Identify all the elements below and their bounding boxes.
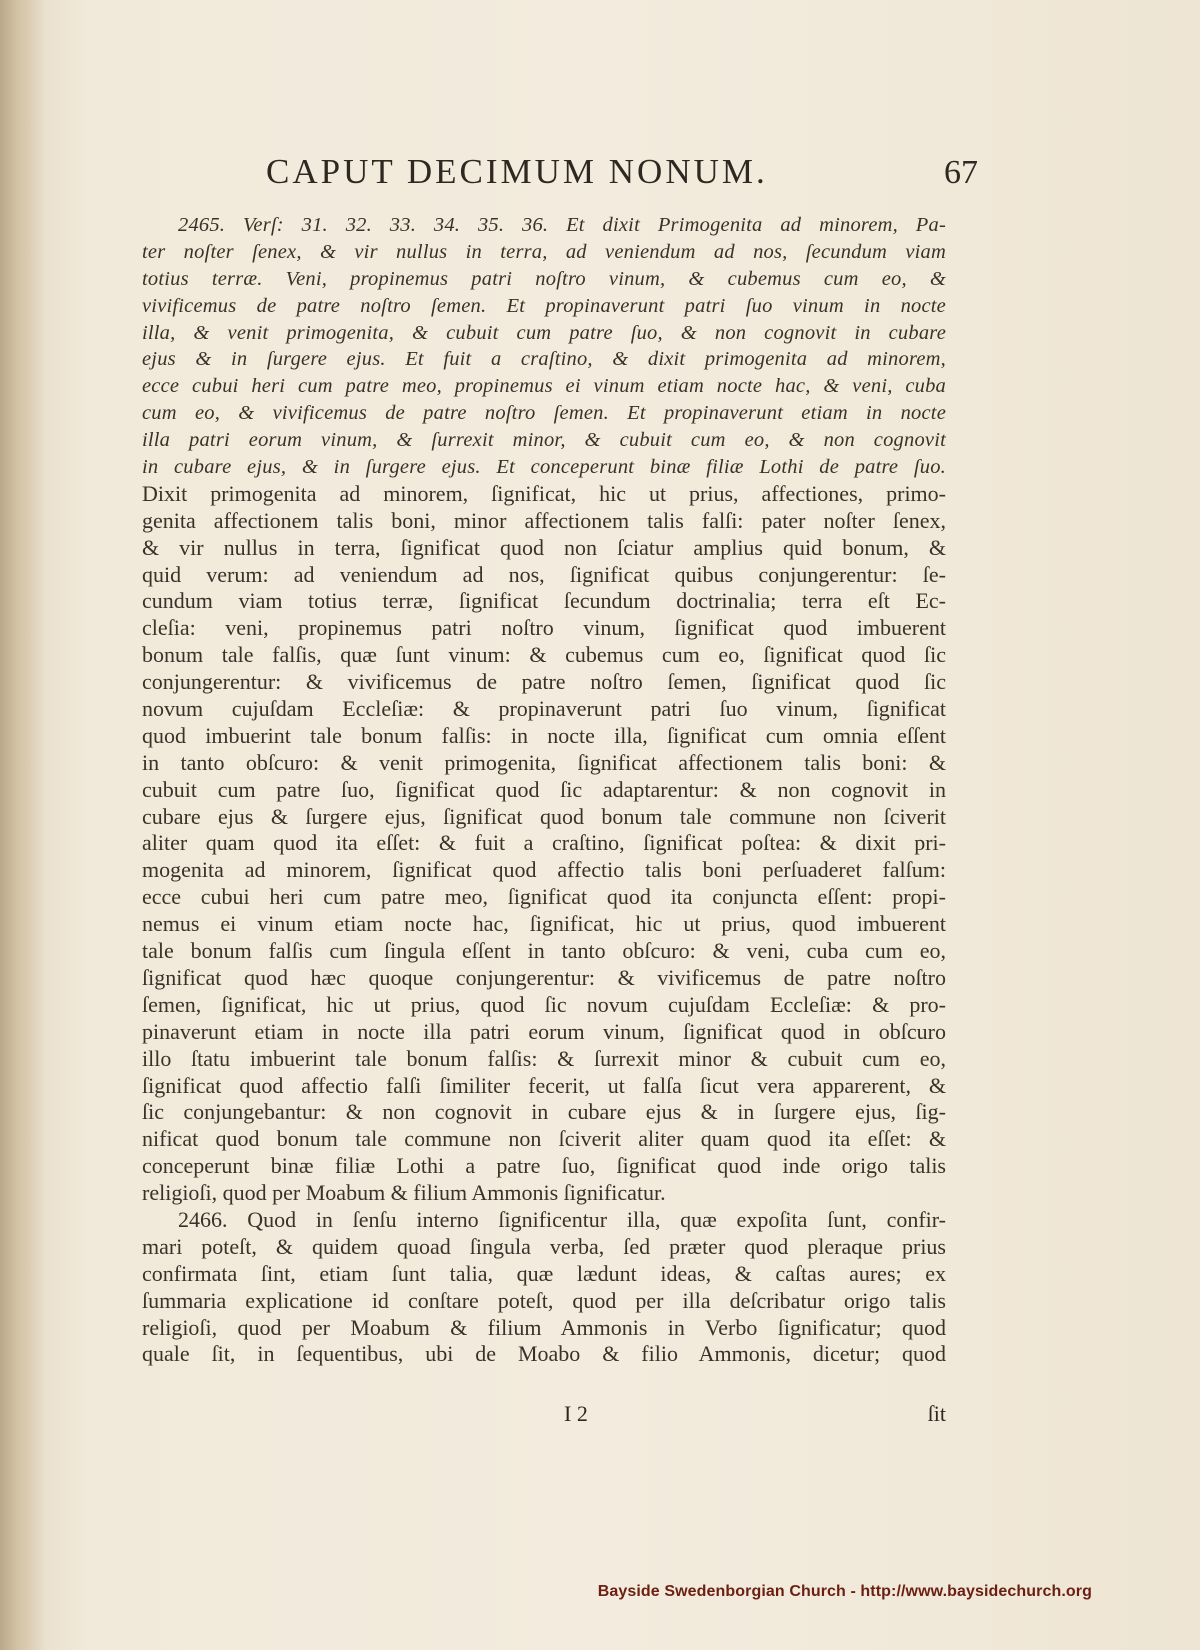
- text-line: confirmata ſint, etiam ſunt talia, quæ lædunt ideas, & caſtas aures; ex: [142, 1260, 946, 1286]
- text-line: ecce cubui heri cum patre meo, propinemus ei vinum etiam nocte hac, & veni, cuba: [142, 375, 946, 398]
- text-line: cubuit cum patre ſuo, ſignificat quod ſic adaptarentur: & non cognovit in: [142, 776, 946, 802]
- text-line: ſignificat quod affectio falſi ſimiliter fecerit, ut falſa ſicut vera apparerent, &: [142, 1072, 946, 1098]
- text-line: Dixit primogenita ad minorem, ſignificat, hic ut prius, affectiones, primo-: [142, 480, 946, 506]
- text-line: nificat quod bonum tale commune non ſciverit aliter quam quod ita eſſet: &: [142, 1126, 946, 1152]
- text-line: ſemen, ſignificat, hic ut prius, quod ſic novum cujuſdam Eccleſiæ: & pro-: [142, 991, 946, 1017]
- text-line: religioſi, quod per Moabum & filium Ammonis ſignificatur.: [142, 1180, 666, 1206]
- text-line: cum eo, & vivificemus de patre noſtro ſemen. Et propinaverunt etiam in nocte: [142, 402, 946, 425]
- text-line: nemus ei vinum etiam nocte hac, ſignificat, hic ut prius, quod imbuerent: [142, 911, 946, 937]
- text-line: illo ſtatu imbuerint tale bonum falſis: & ſurrexit minor & cubuit cum eo,: [142, 1045, 946, 1071]
- text-line: ſignificat quod hæc quoque conjungerentur: & vivificemus de patre noſtro: [142, 964, 946, 990]
- text-line: genita affectionem talis boni, minor affectionem talis falſi: pater noſter ſenex,: [142, 507, 946, 533]
- text-line: ecce cubui heri cum patre meo, ſignificat quod ita conjuncta eſſent: propi-: [142, 884, 946, 910]
- text-line: illa, & venit primogenita, & cubuit cum patre ſuo, & non cognovit in cubare: [142, 321, 946, 344]
- text-line: religioſi, quod per Moabum & filium Ammonis in Verbo ſignificatur; quod: [142, 1314, 946, 1340]
- paragraph-2466: [142, 1207, 946, 1368]
- text-line: 2465. Verſ: 31. 32. 33. 34. 35. 36. Et dixit Primogenita ad minorem, Pa-: [178, 214, 946, 236]
- text-line: in tanto obſcuro: & venit primogenita, ſignificat affectionem talis boni: &: [142, 749, 946, 775]
- text-line: vivificemus de patre noſtro ſemen. Et propinaverunt patri ſuo vinum in nocte: [142, 294, 946, 317]
- italic-verse-block: [142, 212, 946, 481]
- text-line: mari poteſt, & quidem quoad ſingula verba, ſed præter quod pleraque prius: [142, 1233, 946, 1259]
- text-line: bonum tale falſis, quæ ſunt vinum: & cubemus cum eo, ſignificat quod ſic: [142, 642, 946, 668]
- source-watermark: Bayside Swedenborgian Church - http://www.baysidechurch.org: [597, 1583, 1092, 1600]
- text-line: novum cujuſdam Eccleſiæ: & propinaverunt patri ſuo vinum, ſignificat: [142, 696, 946, 722]
- page-gutter-shadow: [0, 0, 46, 1650]
- text-line: quid verum: ad veniendum ad nos, ſignificat quibus conjungerentur: ſe-: [142, 561, 946, 587]
- text-line: conceperunt binæ filiæ Lothi a patre ſuo, ſignificat quod inde origo talis: [142, 1153, 946, 1179]
- text-line: tale bonum falſis cum ſingula eſſent in tanto obſcuro: & veni, cuba cum eo,: [142, 938, 946, 964]
- catchword: ſit: [927, 1401, 946, 1426]
- text-line: ejus & in ſurgere ejus. Et fuit a craſtino, & dixit primogenita ad minorem,: [142, 348, 946, 371]
- text-line: quale ſit, in ſequentibus, ubi de Moabo & filio Ammonis, dicetur; quod: [142, 1341, 946, 1367]
- text-block: [142, 212, 946, 1368]
- text-line: cubare ejus & ſurgere ejus, ſignificat quod bonum tale commune non ſciverit: [142, 803, 946, 829]
- text-line: ter noſter ſenex, & vir nullus in terra, ad veniendum ad nos, ſecundum viam: [142, 240, 946, 263]
- text-line: totius terræ. Veni, propinemus patri noſtro vinum, & cubemus cum eo, &: [142, 267, 946, 290]
- text-line: pinaverunt etiam in nocte illa patri eorum vinum, ſignificat quod in obſcuro: [142, 1018, 946, 1044]
- text-line: cleſia: veni, propinemus patri noſtro vinum, ſignificat quod imbuerent: [142, 615, 946, 641]
- text-line: illa patri eorum vinum, & ſurrexit minor, & cubuit cum eo, & non cognovit: [142, 429, 946, 452]
- text-line: mogenita ad minorem, ſignificat quod affectio talis boni perſuaderet falſum:: [142, 857, 946, 883]
- signature-mark: I 2: [564, 1401, 588, 1426]
- text-line: & vir nullus in terra, ſignificat quod non ſciatur amplius quid bonum, &: [142, 534, 946, 560]
- page-number: 67: [944, 154, 978, 191]
- text-line: 2466. Quod in ſenſu interno ſignificentur illa, quæ expoſita ſunt, confir-: [178, 1206, 946, 1232]
- text-line: in cubare ejus, & in ſurgere ejus. Et conceperunt binæ filiæ Lothi de patre ſuo.: [142, 456, 946, 479]
- text-line: aliter quam quod ita eſſet: & fuit a craſtino, ſignificat poſtea: & dixit pri-: [142, 830, 946, 856]
- text-line: ſic conjungebantur: & non cognovit in cubare ejus & in ſurgere ejus, ſig-: [142, 1099, 946, 1125]
- text-line: ſummaria explicatione id conſtare poteſt, quod per illa deſcribatur origo talis: [142, 1287, 946, 1313]
- text-line: cundum viam totius terræ, ſignificat ſecundum doctrinalia; terra eſt Ec-: [142, 588, 946, 614]
- running-title: CAPUT DECIMUM NONUM.: [266, 152, 768, 191]
- page-header: [266, 152, 978, 198]
- commentary-paragraph: [142, 481, 946, 1207]
- text-line: quod imbuerint tale bonum falſis: in nocte illa, ſignificat cum omnia eſſent: [142, 722, 946, 748]
- text-line: conjungerentur: & vivificemus de patre noſtro ſemen, ſignificat quod ſic: [142, 669, 946, 695]
